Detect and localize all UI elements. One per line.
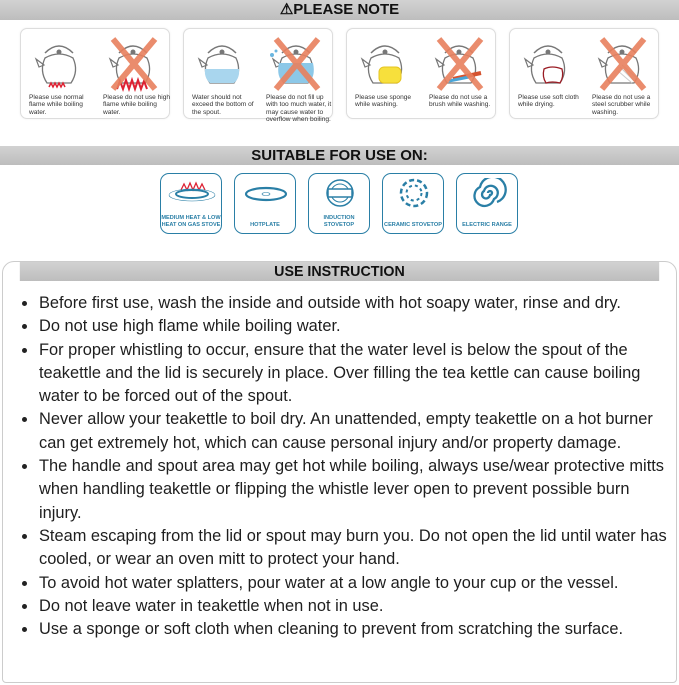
- instruction-item: Steam escaping from the lid or spout may burn you. Do not open the lid until water has cooled, or wear an oven mitt to protect your hand.: [20, 525, 670, 572]
- note-caption: Please use soft cloth while drying.: [518, 94, 579, 109]
- surface-hotplate: [234, 173, 296, 234]
- note-card: [20, 28, 170, 119]
- instruction-item: Do not leave water in teakettle when not in use.: [20, 595, 670, 618]
- note-card: [346, 28, 496, 119]
- note-item: [97, 29, 169, 119]
- please-note-header: ⚠PLEASE NOTE: [0, 0, 679, 20]
- note-caption: Please do not use a brush while washing.: [429, 94, 491, 109]
- note-item: [260, 29, 332, 124]
- note-item: [23, 29, 95, 119]
- note-caption: Water should not exceed the bottom of the spout.: [192, 94, 254, 116]
- surface-induction: [308, 173, 370, 234]
- note-caption: Please do not fill up with too much water, it may cause water to overflow when boiling.: [266, 94, 332, 124]
- electric-coil-icon: [463, 178, 513, 210]
- note-item: [586, 29, 658, 119]
- note-caption: Please do not use a steel scrubber while washing.: [592, 94, 651, 116]
- instruction-item: Use a sponge or soft cloth when cleaning to prevent from scratching the surface.: [20, 618, 670, 641]
- use-instruction-panel: [2, 261, 677, 683]
- surface-gas-stove: [160, 173, 222, 234]
- gas-stove-icon: [167, 178, 217, 210]
- note-card: [183, 28, 333, 124]
- surface-ceramic: [382, 173, 444, 234]
- surface-label: INDUCTION STOVETOP: [323, 215, 355, 229]
- note-item: [186, 29, 258, 119]
- surface-label: ELECTRIC RANGE: [462, 222, 512, 229]
- warning-triangle-icon: ⚠: [279, 1, 294, 18]
- use-instruction-header: USE INSTRUCTION: [20, 262, 659, 281]
- note-item: [349, 29, 421, 119]
- surface-electric-coil: [456, 173, 518, 234]
- note-caption: Please do not use high flame while boiling water.: [103, 94, 171, 116]
- note-card: [509, 28, 659, 119]
- surface-label: HOTPLATE: [250, 222, 280, 229]
- hotplate-icon: [241, 178, 291, 210]
- instruction-item: Before first use, wash the inside and outside with hot soapy water, rinse and dry.: [20, 292, 670, 315]
- instruction-item: For proper whistling to occur, ensure that the water level is below the spout of the teakettle and the lid is securely in place. Over filling the tea kettle can cause boiling water to be forced out of the spout.: [20, 339, 670, 409]
- instruction-item: Do not use high flame while boiling water.: [20, 315, 670, 338]
- ceramic-icon: [389, 178, 439, 210]
- note-item: [423, 29, 495, 119]
- suitable-header: SUITABLE FOR USE ON:: [0, 146, 679, 165]
- induction-icon: [315, 178, 365, 210]
- note-caption: Please use sponge while washing.: [355, 94, 412, 109]
- surface-label: CERAMIC STOVETOP: [384, 222, 442, 229]
- note-item: [512, 29, 584, 119]
- instruction-item: Never allow your teakettle to boil dry. An unattended, empty teakettle on a hot burner can get extremely hot, which can cause personal injury and/or property damage.: [20, 408, 670, 455]
- instruction-list: [20, 292, 670, 641]
- note-caption: Please use normal flame while boiling water.: [29, 94, 84, 116]
- surface-label: MEDIUM HEAT & LOW HEAT ON GAS STOVE: [161, 215, 221, 229]
- instruction-item: The handle and spout area may get hot while boiling, always use/wear protective mitts when handling teakettle or flipping the whistle lever open to prevent possible burn injury.: [20, 455, 670, 525]
- instruction-item: To avoid hot water splatters, pour water at a low angle to your cup or the vessel.: [20, 572, 670, 595]
